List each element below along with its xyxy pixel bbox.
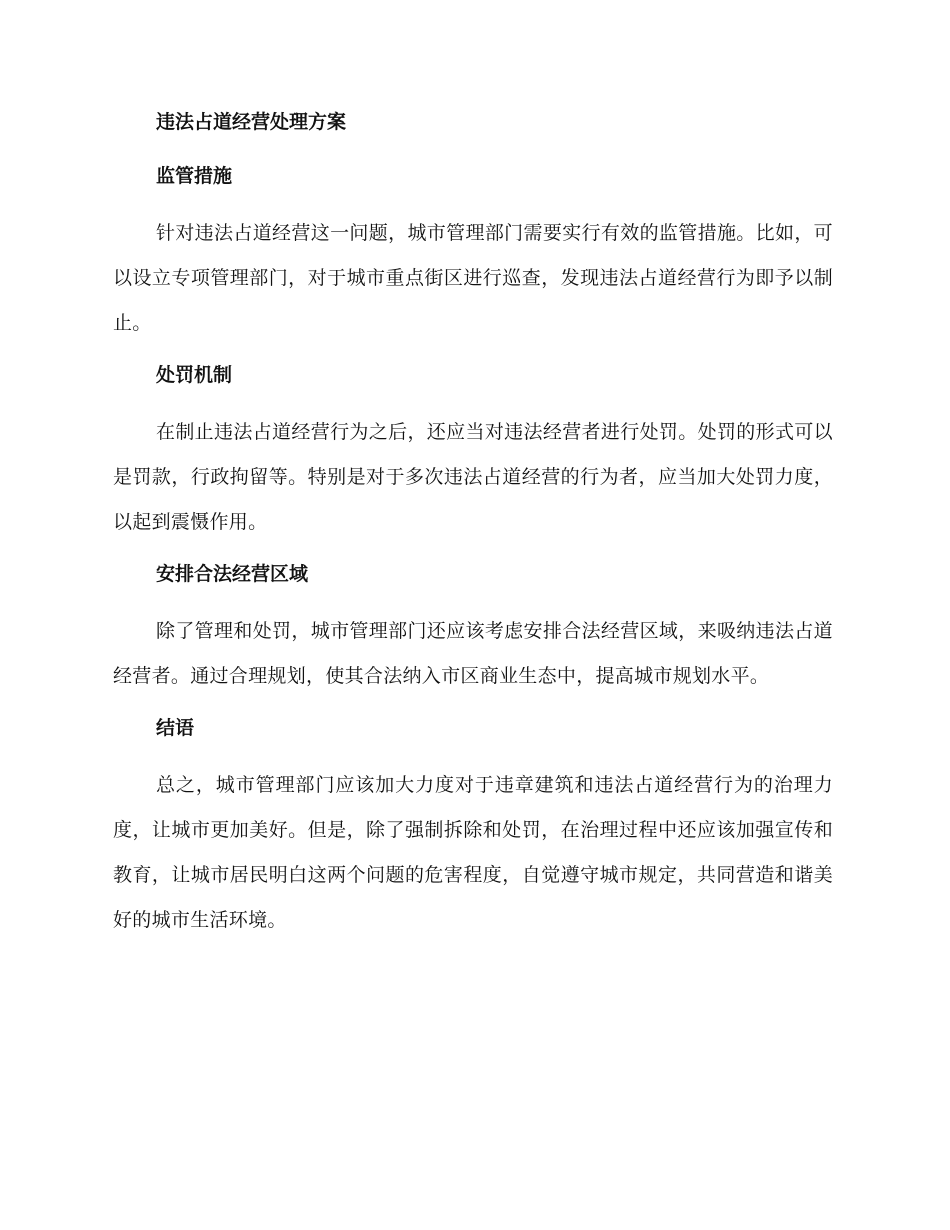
section-heading-penalty: 处罚机制 — [156, 364, 233, 386]
section-heading-conclusion: 结语 — [156, 717, 195, 739]
section-heading-supervision: 监管措施 — [156, 165, 233, 187]
section-body-legal-zones: 除了管理和处罚，城市管理部门还应该考虑安排合法经营区域，来吸纳违法占道经营者。通过合理规划，使其合法纳入市区商业生态中，提高城市规划水平。 — [113, 620, 833, 687]
section-body-supervision: 针对违法占道经营这一问题，城市管理部门需要实行有效的监管措施。比如，可以设立专项管理部门，对于城市重点街区进行巡查，发现违法占道经营行为即予以制止。 — [113, 222, 833, 334]
section-heading-legal-zones: 安排合法经营区域 — [156, 563, 309, 585]
section-body-conclusion: 总之，城市管理部门应该加大力度对于违章建筑和违法占道经营行为的治理力度，让城市更加美好。但是，除了强制拆除和处罚，在治理过程中还应该加强宣传和教育，让城市居民明白这两个问题的危害程度，自觉遵守城市规定，共同营造和谐美好的城市生活环境。 — [113, 774, 833, 931]
section-body-penalty: 在制止违法占道经营行为之后，还应当对违法经营者进行处罚。处罚的形式可以是罚款，行政拘留等。特别是对于多次违法占道经营的行为者，应当加大处罚力度，以起到震慑作用。 — [113, 421, 833, 533]
document-content — [113, 108, 833, 958]
document-title: 违法占道经营处理方案 — [156, 111, 347, 133]
